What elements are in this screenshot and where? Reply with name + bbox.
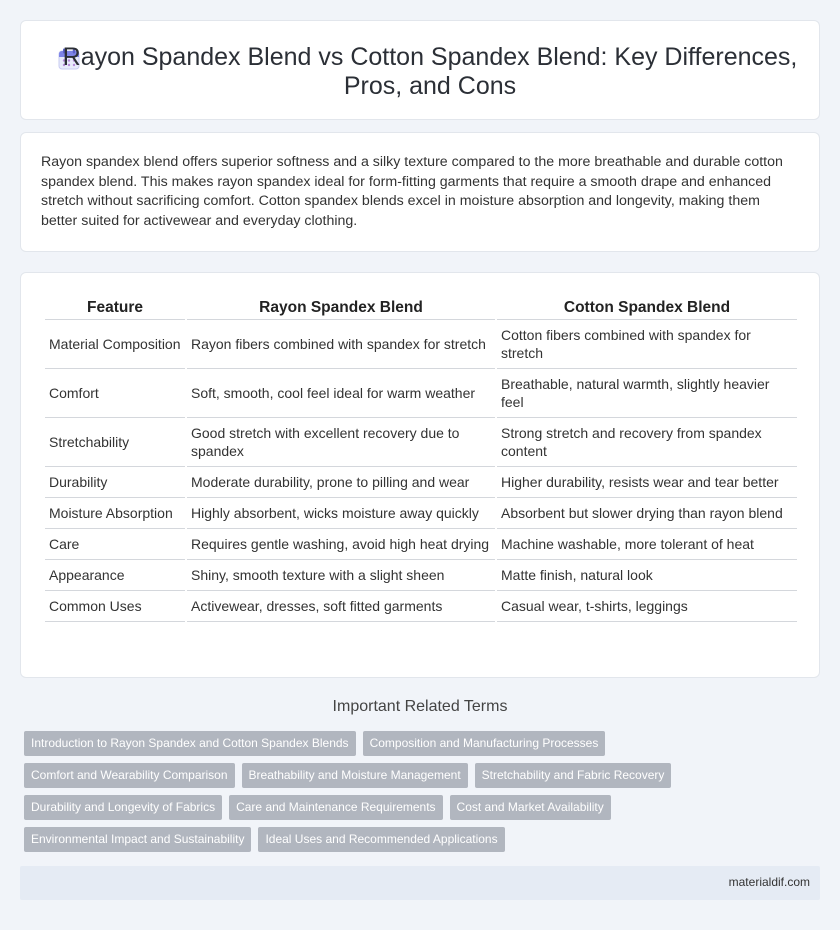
related-term-tag[interactable]: Composition and Manufacturing Processes: [363, 731, 606, 756]
tag-row: [24, 795, 824, 827]
cotton-cell: Breathable, natural warmth, slightly heavier feel: [497, 369, 797, 418]
rayon-cell: Rayon fibers combined with spandex for stretch: [187, 320, 495, 369]
intro-card: [20, 132, 820, 252]
feature-cell: Comfort: [45, 369, 185, 418]
related-terms-list: [24, 731, 824, 859]
table-header-row: [45, 297, 797, 320]
feature-cell: Common Uses: [45, 591, 185, 622]
site-name[interactable]: materialdif.com: [728, 875, 810, 889]
rayon-cell: Soft, smooth, cool feel ideal for warm weather: [187, 369, 495, 418]
rayon-cell: Good stretch with excellent recovery due to spandex: [187, 418, 495, 467]
table-row: [45, 320, 797, 369]
column-header-rayon: Rayon Spandex Blend: [187, 297, 495, 320]
cotton-cell: Machine washable, more tolerant of heat: [497, 529, 797, 560]
related-term-tag[interactable]: Ideal Uses and Recommended Applications: [258, 827, 504, 852]
feature-cell: Durability: [45, 467, 185, 498]
title-card: [20, 20, 820, 120]
rayon-cell: Activewear, dresses, soft fitted garments: [187, 591, 495, 622]
table-row: [45, 591, 797, 622]
table-row: [45, 529, 797, 560]
table-row: [45, 467, 797, 498]
cotton-cell: Cotton fibers combined with spandex for stretch: [497, 320, 797, 369]
cotton-cell: Strong stretch and recovery from spandex content: [497, 418, 797, 467]
tag-row: [24, 827, 824, 859]
rayon-cell: Requires gentle washing, avoid high heat drying: [187, 529, 495, 560]
footer: [20, 866, 820, 900]
feature-cell: Material Composition: [45, 320, 185, 369]
feature-cell: Stretchability: [45, 418, 185, 467]
comparison-table: [43, 297, 799, 622]
cotton-cell: Casual wear, t-shirts, leggings: [497, 591, 797, 622]
related-term-tag[interactable]: Breathability and Moisture Management: [242, 763, 468, 788]
rayon-cell: Shiny, smooth texture with a slight sheen: [187, 560, 495, 591]
related-terms-heading: Important Related Terms: [332, 698, 508, 715]
related-term-tag[interactable]: Environmental Impact and Sustainability: [24, 827, 251, 852]
feature-cell: Moisture Absorption: [45, 498, 185, 529]
related-term-tag[interactable]: Durability and Longevity of Fabrics: [24, 795, 222, 820]
feature-cell: Appearance: [45, 560, 185, 591]
tag-row: [24, 731, 824, 763]
feature-cell: Care: [45, 529, 185, 560]
tag-row: [24, 763, 824, 795]
related-term-tag[interactable]: Comfort and Wearability Comparison: [24, 763, 235, 788]
rayon-cell: Moderate durability, prone to pilling and wear: [187, 467, 495, 498]
table-row: [45, 369, 797, 418]
table-row: [45, 560, 797, 591]
table-row: [45, 498, 797, 529]
cotton-cell: Higher durability, resists wear and tear better: [497, 467, 797, 498]
page-title: Rayon Spandex Blend vs Cotton Spandex Blend: Key Differences, Pros, and Cons: [62, 43, 798, 100]
table-row: [45, 418, 797, 467]
rayon-cell: Highly absorbent, wicks moisture away quickly: [187, 498, 495, 529]
related-term-tag[interactable]: Care and Maintenance Requirements: [229, 795, 442, 820]
related-term-tag[interactable]: Cost and Market Availability: [450, 795, 611, 820]
intro-text: Rayon spandex blend offers superior softness and a silky texture compared to the more breathable and durable cotton spandex blend. This makes rayon spandex ideal for form-fitting garments that require a smooth drape and enhanced stretch without sacrificing comfort. Cotton spandex blends excel in moisture absorption and longevity, making them better suited for activewear and everyday clothing.: [41, 154, 783, 229]
cotton-cell: Matte finish, natural look: [497, 560, 797, 591]
column-header-cotton: Cotton Spandex Blend: [497, 297, 797, 320]
related-term-tag[interactable]: Introduction to Rayon Spandex and Cotton Spandex Blends: [24, 731, 356, 756]
related-term-tag[interactable]: Stretchability and Fabric Recovery: [475, 763, 672, 788]
comparison-table-card: [20, 272, 820, 678]
column-header-feature: Feature: [45, 297, 185, 320]
cotton-cell: Absorbent but slower drying than rayon blend: [497, 498, 797, 529]
